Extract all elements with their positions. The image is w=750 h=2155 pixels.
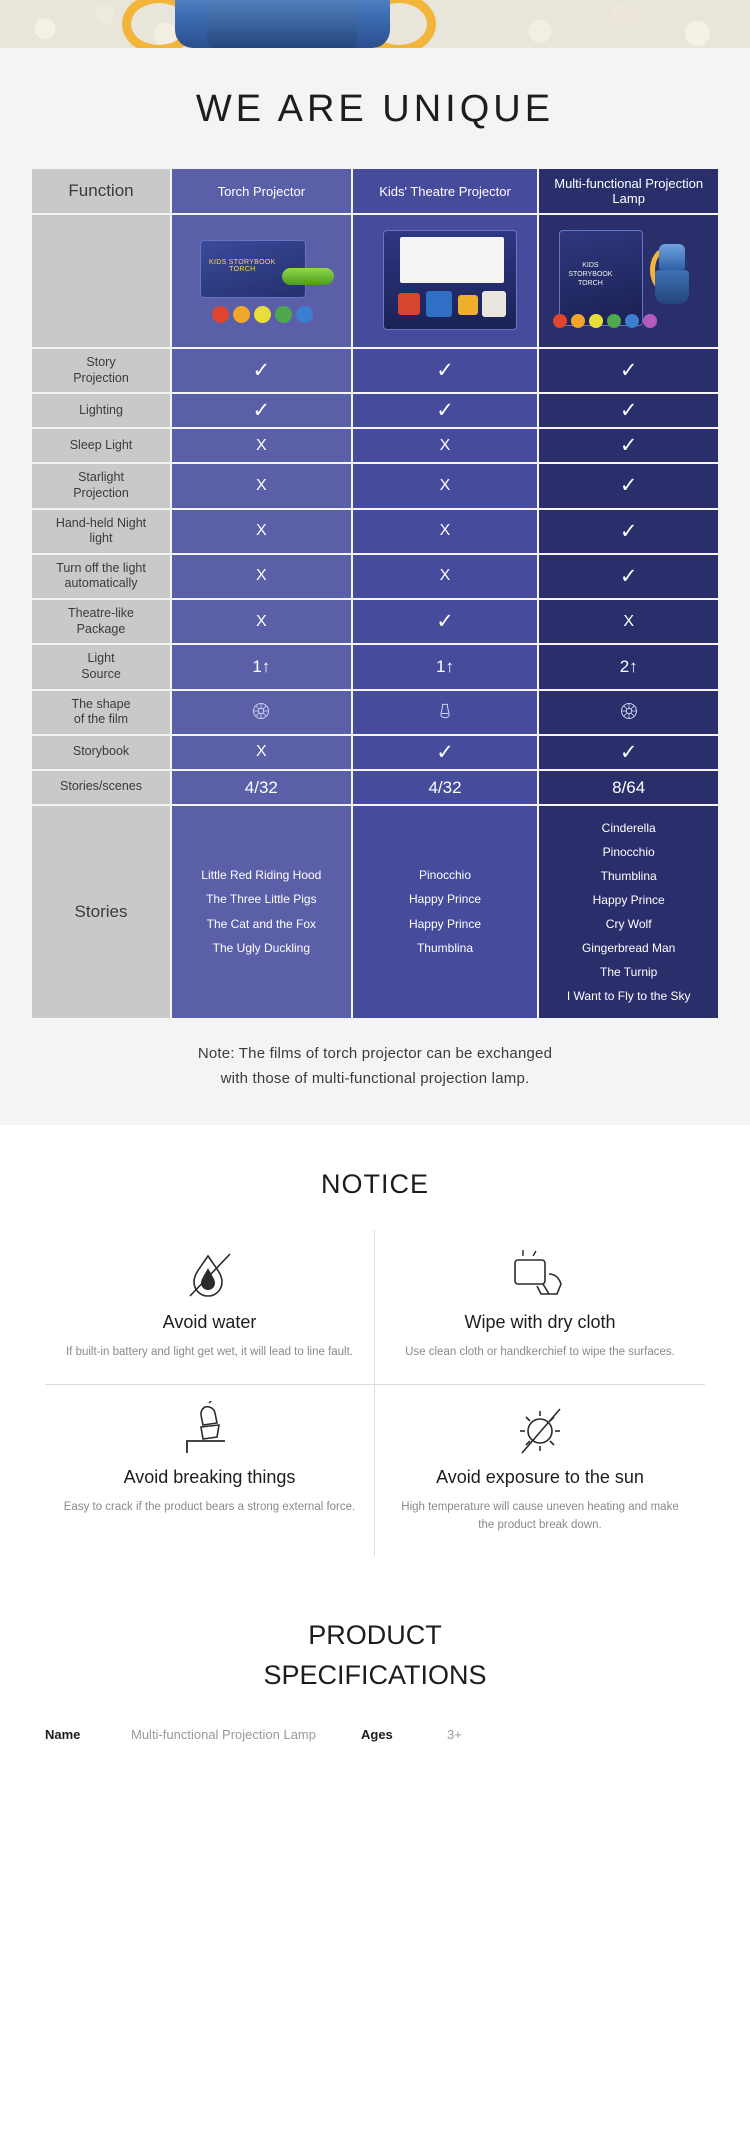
stories-row-label: Stories: [32, 806, 170, 1018]
note-line-2: with those of multi-functional projection lamp.: [220, 1069, 530, 1087]
table-header-row: [32, 169, 718, 213]
table-row: [32, 736, 718, 769]
story-item: I Want to Fly to the Sky: [566, 988, 691, 1003]
cell-value: 4/32: [353, 771, 538, 804]
breaking-things-icon: [63, 1401, 356, 1457]
check-icon: ✓: [172, 349, 351, 392]
cross-icon: X: [172, 464, 351, 507]
row-label: Light Source: [32, 645, 170, 688]
story-item: Thumblina: [416, 941, 473, 956]
notice-item-avoid-breaking: [45, 1385, 375, 1557]
cell-value: 2↑: [539, 645, 718, 688]
column-header-torch: Torch Projector: [172, 169, 351, 213]
row-label: Stories/scenes: [32, 771, 170, 804]
check-icon: ✓: [353, 736, 538, 769]
story-item: The Three Little Pigs: [206, 892, 317, 907]
check-icon: ✓: [539, 555, 718, 598]
notice-item-avoid-water: [45, 1230, 375, 1384]
table-row: [32, 555, 718, 598]
stories-lamp: [539, 806, 718, 1018]
check-icon: ✓: [539, 394, 718, 427]
row-label: Sleep Light: [32, 429, 170, 462]
comparison-note: [50, 1042, 700, 1092]
column-header-function: Function: [32, 169, 170, 213]
row-label: Lighting: [32, 394, 170, 427]
spec-title-line-2: SPECIFICATIONS: [263, 1659, 487, 1690]
notice-title: NOTICE: [320, 1169, 429, 1200]
comparison-table: [30, 167, 720, 1020]
notice-heading: Avoid breaking things: [123, 1466, 296, 1487]
cross-icon: X: [172, 555, 351, 598]
table-row: [32, 464, 718, 507]
check-icon: ✓: [539, 736, 718, 769]
check-icon: ✓: [353, 600, 538, 643]
check-icon: ✓: [539, 429, 718, 462]
table-row: [32, 771, 718, 804]
cross-icon: X: [353, 555, 538, 598]
notice-item-wipe-cloth: [375, 1230, 705, 1384]
story-item: Happy Prince: [592, 892, 665, 907]
row-label: Storybook: [32, 736, 170, 769]
stories-row: [32, 806, 718, 1018]
column-header-lamp: Multi-functional Projection Lamp: [539, 169, 718, 213]
page-title: WE ARE UNIQUE: [195, 88, 555, 130]
story-item: Little Red Riding Hood: [201, 867, 322, 882]
cross-icon: X: [172, 510, 351, 553]
row-label: Starlight Projection: [32, 464, 170, 507]
table-row: [32, 429, 718, 462]
story-item: The Ugly Duckling: [212, 941, 311, 956]
specifications-title: [0, 1616, 750, 1694]
wipe-cloth-icon: [393, 1246, 687, 1302]
row-label: Turn off the light automatically: [32, 555, 170, 598]
notice-section: [0, 1125, 750, 1582]
cross-icon: X: [353, 510, 538, 553]
story-item: Thumblina: [600, 868, 657, 883]
spec-key-name: Name: [45, 1726, 81, 1742]
cross-icon: X: [172, 736, 351, 769]
cell-value: 4/32: [172, 771, 351, 804]
check-icon: ✓: [353, 349, 538, 392]
row-label: Theatre-like Package: [32, 600, 170, 643]
stories-theatre: [353, 806, 538, 1018]
row-label: The shape of the film: [32, 691, 170, 734]
note-line-1: Note: The films of torch projector can be exchanged: [197, 1044, 553, 1062]
film-disc-icon: [539, 691, 718, 734]
story-item: Cry Wolf: [605, 916, 652, 931]
story-item: The Cat and the Fox: [206, 916, 317, 931]
notice-description: High temperature will cause uneven heating and make the product break down.: [401, 1500, 679, 1532]
sun-exposure-icon: [393, 1401, 687, 1457]
film-disc-icon: [172, 691, 351, 734]
cell-value: 1↑: [172, 645, 351, 688]
hero-lamp-inner: [207, 0, 357, 48]
cross-icon: X: [539, 600, 718, 643]
row-label: Hand-held Night light: [32, 510, 170, 553]
cross-icon: X: [172, 600, 351, 643]
water-drop-icon: [63, 1246, 356, 1302]
table-row: [32, 394, 718, 427]
spec-value-name: Multi-functional Projection Lamp: [131, 1726, 316, 1742]
notice-description: Use clean cloth or handkerchief to wipe the surfaces.: [405, 1346, 675, 1359]
notice-heading: Wipe with dry cloth: [464, 1312, 616, 1333]
column-header-theatre: Kids' Theatre Projector: [353, 169, 538, 213]
product-image-lamp: KIDS STORYBOOK TORCH: [539, 215, 718, 347]
table-row: [32, 645, 718, 688]
story-item: The Turnip: [599, 964, 658, 979]
check-icon: ✓: [353, 394, 538, 427]
check-icon: ✓: [539, 464, 718, 507]
table-row: [32, 510, 718, 553]
specifications-section: [0, 1582, 750, 1757]
cross-icon: X: [172, 429, 351, 462]
story-item: Happy Prince: [408, 892, 482, 907]
notice-description: If built-in battery and light get wet, it will lead to line fault.: [65, 1346, 353, 1359]
notice-heading: Avoid exposure to the sun: [436, 1466, 644, 1487]
story-item: Cinderella: [601, 820, 656, 835]
product-image-theatre: [353, 215, 538, 347]
cross-icon: X: [353, 464, 538, 507]
notice-item-avoid-sun: [375, 1385, 705, 1557]
check-icon: ✓: [539, 510, 718, 553]
image-row-blank: [32, 215, 170, 347]
table-row: [32, 600, 718, 643]
spec-key-ages: Ages: [361, 1726, 393, 1742]
row-label: Story Projection: [32, 349, 170, 392]
product-image-row: [32, 215, 718, 347]
stories-torch: [172, 806, 351, 1018]
notice-heading: Avoid water: [162, 1312, 257, 1333]
product-image-torch: KIDS STORYBOOK TORCH: [172, 215, 351, 347]
cell-value: 1↑: [353, 645, 538, 688]
notice-grid: [45, 1230, 705, 1556]
hero-lamp-body: [175, 0, 390, 48]
story-item: Pinocchio: [602, 844, 655, 859]
table-row: [32, 691, 718, 734]
hero-product-image: [0, 0, 750, 48]
story-item: Happy Prince: [408, 916, 482, 931]
story-item: Gingerbread Man: [581, 940, 676, 955]
check-icon: ✓: [539, 349, 718, 392]
cell-value: 8/64: [539, 771, 718, 804]
film-slide-icon: [353, 691, 538, 734]
table-row: [32, 349, 718, 392]
comparison-section: [0, 48, 750, 1125]
check-icon: ✓: [172, 394, 351, 427]
specifications-table: [45, 1721, 705, 1748]
cross-icon: X: [353, 429, 538, 462]
story-item: Pinocchio: [418, 867, 471, 882]
feature-rows: [32, 349, 718, 804]
notice-description: Easy to crack if the product bears a strong external force.: [63, 1500, 356, 1513]
spec-value-ages: 3+: [447, 1726, 462, 1742]
spec-title-line-1: PRODUCT: [308, 1620, 442, 1651]
